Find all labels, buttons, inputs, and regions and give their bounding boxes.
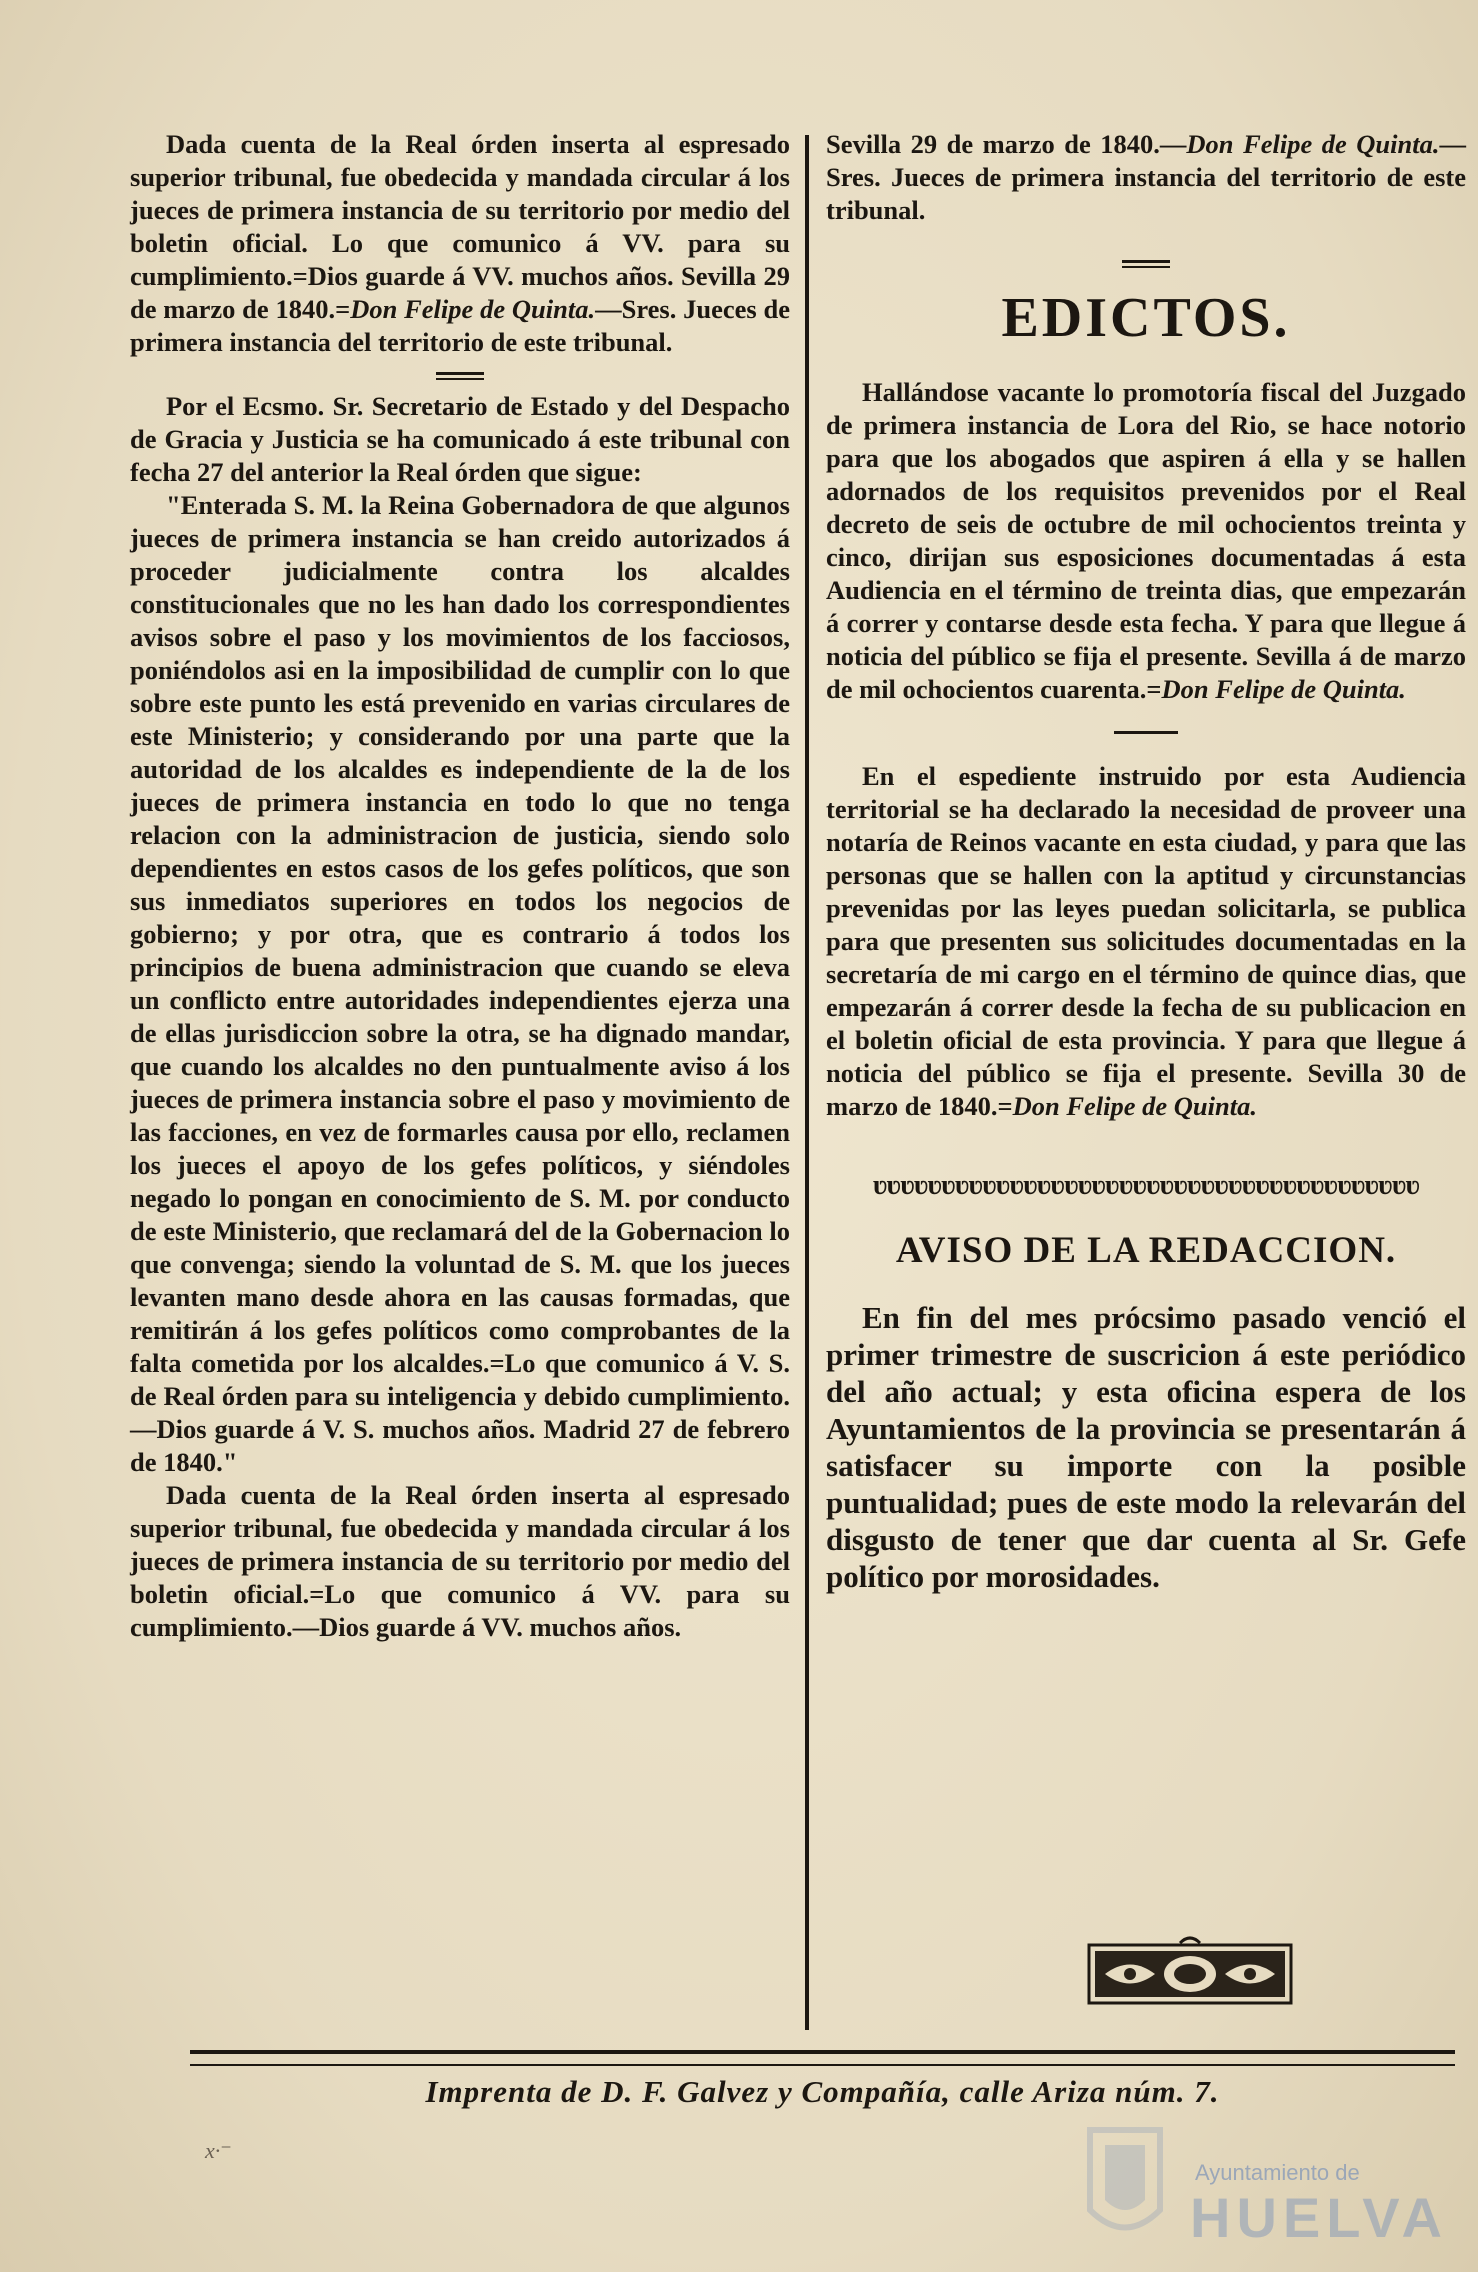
edicto-2: En el espediente instruido por esta Audiencia territorial se ha declarado la necesidad de proveer una notaría de Reinos vacante en esta ciudad, y para que las personas que se hallen con la aptitud y circunstancias prevenidas por las leyes puedan solicitarla, se publica para que presenten sus solicitudes documentadas en la secretaría de mi cargo en el término de quince dias, que empezarán á correr desde la fecha de su publicacion en el boletin oficial de esta provincia. Y para que llegue á noticia del público se fija el presente. Sevilla 30 de marzo de 1840.=Don Felipe de Quinta. — [826, 761, 1466, 1121]
left-column — [130, 128, 790, 1644]
column-divider — [805, 135, 809, 2030]
bottom-rule — [190, 2050, 1455, 2066]
decorative-vignette-icon — [1085, 1935, 1295, 2013]
printer-imprint: Imprenta de D. F. Galvez y Compañía, calle Ariza núm. 7. — [425, 2074, 1220, 2109]
stray-mark: x·⁻ — [205, 2138, 232, 2163]
aviso-heading: AVISO DE LA REDACCION. — [895, 1230, 1397, 1271]
separator — [130, 365, 790, 380]
separator — [826, 253, 1466, 268]
left-paragraph-1: Dada cuenta de la Real órden inserta al espresado superior tribunal, fue obedecida y mandada circular á los jueces de primera instancia de su territorio por medio del boletin oficial. Lo que comunico á VV. para su cumplimiento.=Dios guarde á VV. muchos años. Sevilla 29 de marzo de 1840.=Don Felipe de Quinta.—Sres. Jueces de primera instancia del territorio de este tribunal. — [130, 129, 790, 357]
edictos-heading: EDICTOS. — [1001, 287, 1291, 349]
ornamental-rule: ʋʋʋʋʋʋʋʋʋʋʋʋʋʋʋʋʋʋʋʋʋʋʋʋʋʋʋʋʋʋʋʋʋʋʋʋʋʋʋʋ — [872, 1171, 1420, 1201]
signature-felipe-de-quinta: Don Felipe de Quinta. — [1012, 1091, 1257, 1121]
watermark-line-2: HUELVA — [1190, 2186, 1448, 2249]
left-paragraph-4: Dada cuenta de la Real órden inserta al espresado superior tribunal, fue obedecida y mandada circular á los jueces de primera instancia de su territorio por medio del boletin oficial.=Lo que comunico á VV. para su cumplimiento.—Dios guarde á VV. muchos años. — [130, 1480, 790, 1642]
watermark-line-1: Ayuntamiento de — [1195, 2160, 1360, 2185]
separator — [826, 720, 1466, 734]
right-continuation: Sevilla 29 de marzo de 1840.—Don Felipe de Quinta.—Sres. Jueces de primera instancia del territorio de este tribunal. — [826, 129, 1467, 225]
aviso-text: En fin del mes prócsimo pasado venció el primer trimestre de suscricion á este periódico del año actual; y esta oficina espera de los Ayuntamientos de la provincia se presentarán á satisfacer su importe con la posible puntualidad; pues de este modo la relevarán del disgusto de tener que dar cuenta al Sr. Gefe político por morosidades. — [826, 1300, 1466, 1594]
left-paragraph-3-royal-order: "Enterada S. M. la Reina Gobernadora de que algunos jueces de primera instancia se han creido autorizados á proceder judicialmente contra los alcaldes constitucionales que no les han dado los correspondientes avisos sobre el paso y los movimientos de los facciosos, poniéndolos asi en la imposibilidad de cumplir con lo que sobre este punto les está prevenido en varias circulares de este Ministerio; y considerando por una parte que la autoridad de los alcaldes es independiente de la de los jueces de primera instancia en todo lo que no tenga relacion con la administracion de justicia, siendo solo dependientes en estos casos de los gefes políticos, que son sus inmediatos superiores en todos los negocios de gobierno; y por otra, que es contrario á todos los principios de buena administracion que cuando se eleva un conflicto entre autoridades independientes ejerza una de ellas jurisdiccion sobre la otra, se ha dignado mandar, que cuando los alcaldes no den puntualmente aviso á los jueces de primera instancia sobre el paso y movimiento de las facciones, en vez de formarles causa por ello, reclamen los jueces el apoyo de los gefes políticos, y siéndoles negado lo pongan en conocimiento de S. M. por conducto de este Ministerio, que reclamará del de la Gobernacion lo que convenga; siendo la voluntad de S. M. que los jueces levanten mano desde ahora en las causas formadas, que remitirán á los gefes políticos como comprobantes de la falta cometida por los alcaldes.=Lo que comunico á V. S. de Real órden para su inteligencia y debido cumplimiento.—Dios guarde á V. S. muchos años. Madrid 27 de febrero de 1840." — [130, 490, 790, 1477]
signature-felipe-de-quinta: Don Felipe de Quinta. — [1186, 129, 1440, 159]
right-column — [826, 128, 1466, 1595]
signature-felipe-de-quinta: Don Felipe de Quinta. — [350, 294, 596, 324]
left-paragraph-2: Por el Ecsmo. Sr. Secretario de Estado y del Despacho de Gracia y Justicia se ha comunicado á este tribunal con fecha 27 del anterior la Real órden que sigue: — [130, 391, 790, 487]
signature-felipe-de-quinta: Don Felipe de Quinta. — [1161, 674, 1406, 704]
edicto-1: Hallándose vacante lo promotoría fiscal del Juzgado de primera instancia de Lora del Rio, se hace notorio para que los abogados que aspiren á ella y se hallen adornados de los requisitos prevenidos por el Real decreto de seis de octubre de mil ochocientos treinta y cinco, dirijan sus esposiciones documentadas á esta Audiencia en el término de treinta dias, que empezarán á correr y contarse desde esta fecha. Y para que llegue á noticia del público se fija el presente. Sevilla á de marzo de mil ochocientos cuarenta.=Don Felipe de Quinta. — [826, 377, 1466, 704]
